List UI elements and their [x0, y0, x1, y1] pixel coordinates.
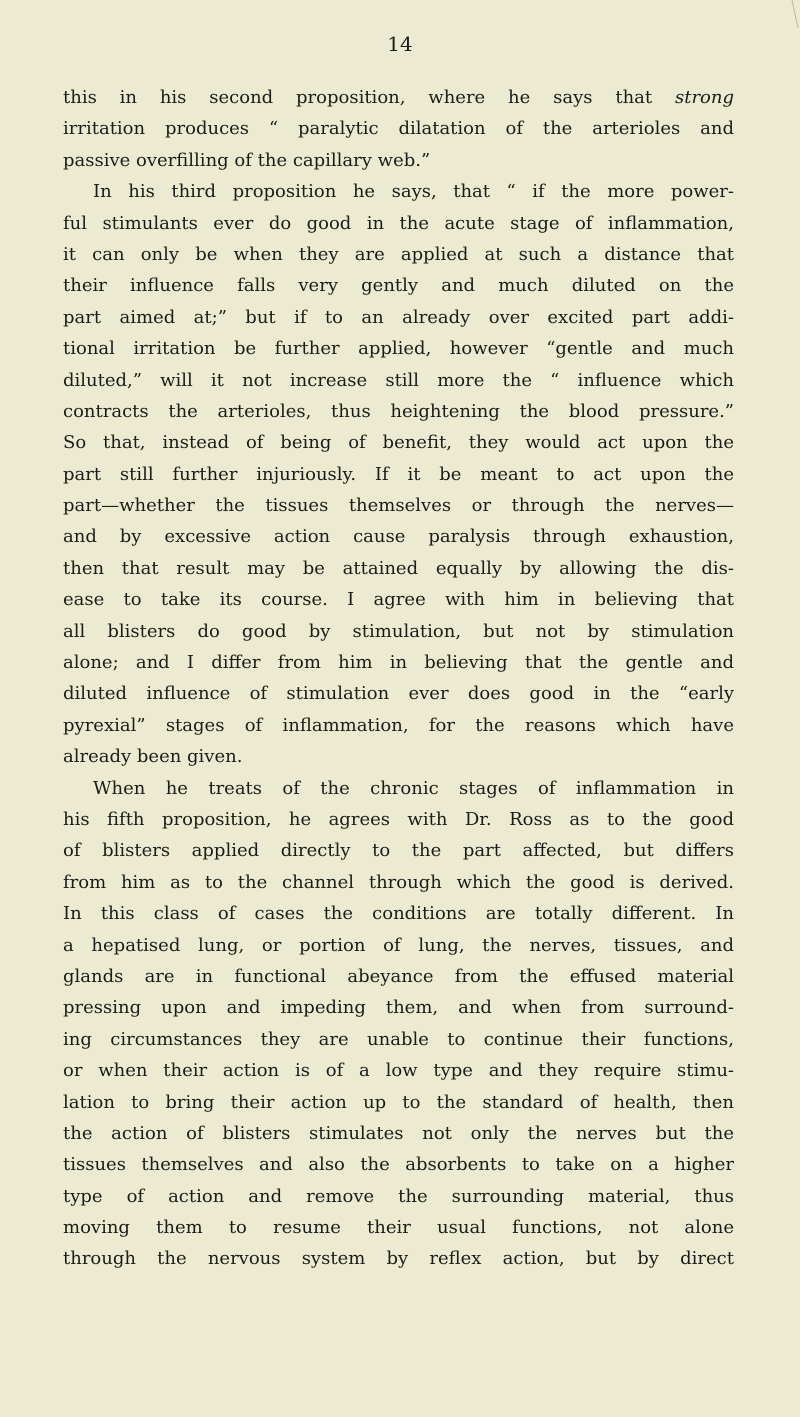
text-line: diluted,” will it not increase still more the “ influence which — [63, 369, 734, 391]
emphasis-word: strong — [674, 87, 734, 108]
text-line: of blisters applied directly to the part affected, but differs — [63, 840, 734, 862]
text-line: already been given. — [63, 746, 243, 768]
text-line: part—whether the tissues themselves or through the nerves— — [63, 495, 734, 517]
page-edge-mark — [788, 0, 800, 30]
text-line: alone; and I differ from him in believing that the gentle and — [63, 652, 734, 674]
text-line: type of action and remove the surrounding material, thus — [63, 1185, 734, 1207]
text-line: So that, instead of being of benefit, they would act upon the — [63, 432, 734, 454]
text-line: or when their action is of a low type and they require stimu- — [63, 1060, 734, 1082]
text-line: ease to take its course. I agree with him in believing that — [63, 589, 734, 611]
text-line: ing circumstances they are unable to continue their functions, — [63, 1028, 734, 1050]
text-line: their influence falls very gently and much diluted on the — [63, 275, 734, 297]
text-line: his fifth proposition, he agrees with Dr. Ross as to the good — [63, 808, 734, 830]
text-line: it can only be when they are applied at such a distance that — [63, 243, 734, 265]
text-line: lation to bring their action up to the standard of health, then — [63, 1091, 734, 1113]
body-text — [63, 82, 734, 1275]
text-line: part aimed at;” but if to an already over excited part addi- — [63, 306, 734, 328]
text-line: irritation produces “ paralytic dilatation of the arterioles and — [63, 118, 734, 140]
text-line: In this class of cases the conditions are totally different. In — [63, 903, 734, 925]
text-line: moving them to resume their usual functions, not alone — [63, 1217, 734, 1239]
text-line: ful stimulants ever do good in the acute stage of inflammation, — [63, 212, 734, 234]
text-line: part still further injuriously. If it be meant to act upon the — [63, 463, 734, 485]
text-line: tissues themselves and also the absorbents to take on a higher — [63, 1154, 734, 1176]
text-line: pressing upon and impeding them, and when from surround- — [63, 997, 734, 1019]
text-line: this in his second proposition, where he says that strong — [63, 87, 734, 108]
text-line: from him as to the channel through which the good is derived. — [63, 871, 734, 893]
text-line: and by excessive action cause paralysis through exhaustion, — [63, 526, 734, 548]
paragraph-start-line: When he treats of the chronic stages of inflammation in — [93, 777, 734, 799]
paragraph-start-line: In his third proposition he says, that “ if the more power- — [93, 181, 734, 203]
text-line: the action of blisters stimulates not only the nerves but the — [63, 1122, 734, 1144]
text-line: diluted influence of stimulation ever does good in the “early — [63, 683, 734, 705]
text-line: through the nervous system by reflex action, but by direct — [63, 1248, 734, 1270]
text-line: glands are in functional abeyance from the effused material — [63, 965, 734, 987]
text-line: then that result may be attained equally by allowing the dis- — [63, 557, 734, 579]
text-line: all blisters do good by stimulation, but not by stimulation — [63, 620, 734, 642]
text-line: a hepatised lung, or portion of lung, the nerves, tissues, and — [63, 934, 734, 956]
text-line: contracts the arterioles, thus heightening the blood pressure.” — [63, 400, 734, 422]
text-line: tional irritation be further applied, however “gentle and much — [63, 338, 734, 360]
text-line: passive overfilling of the capillary web.” — [63, 149, 431, 171]
page-number: 14 — [387, 32, 413, 56]
text-line: pyrexial” stages of inflammation, for the reasons which have — [63, 714, 734, 736]
